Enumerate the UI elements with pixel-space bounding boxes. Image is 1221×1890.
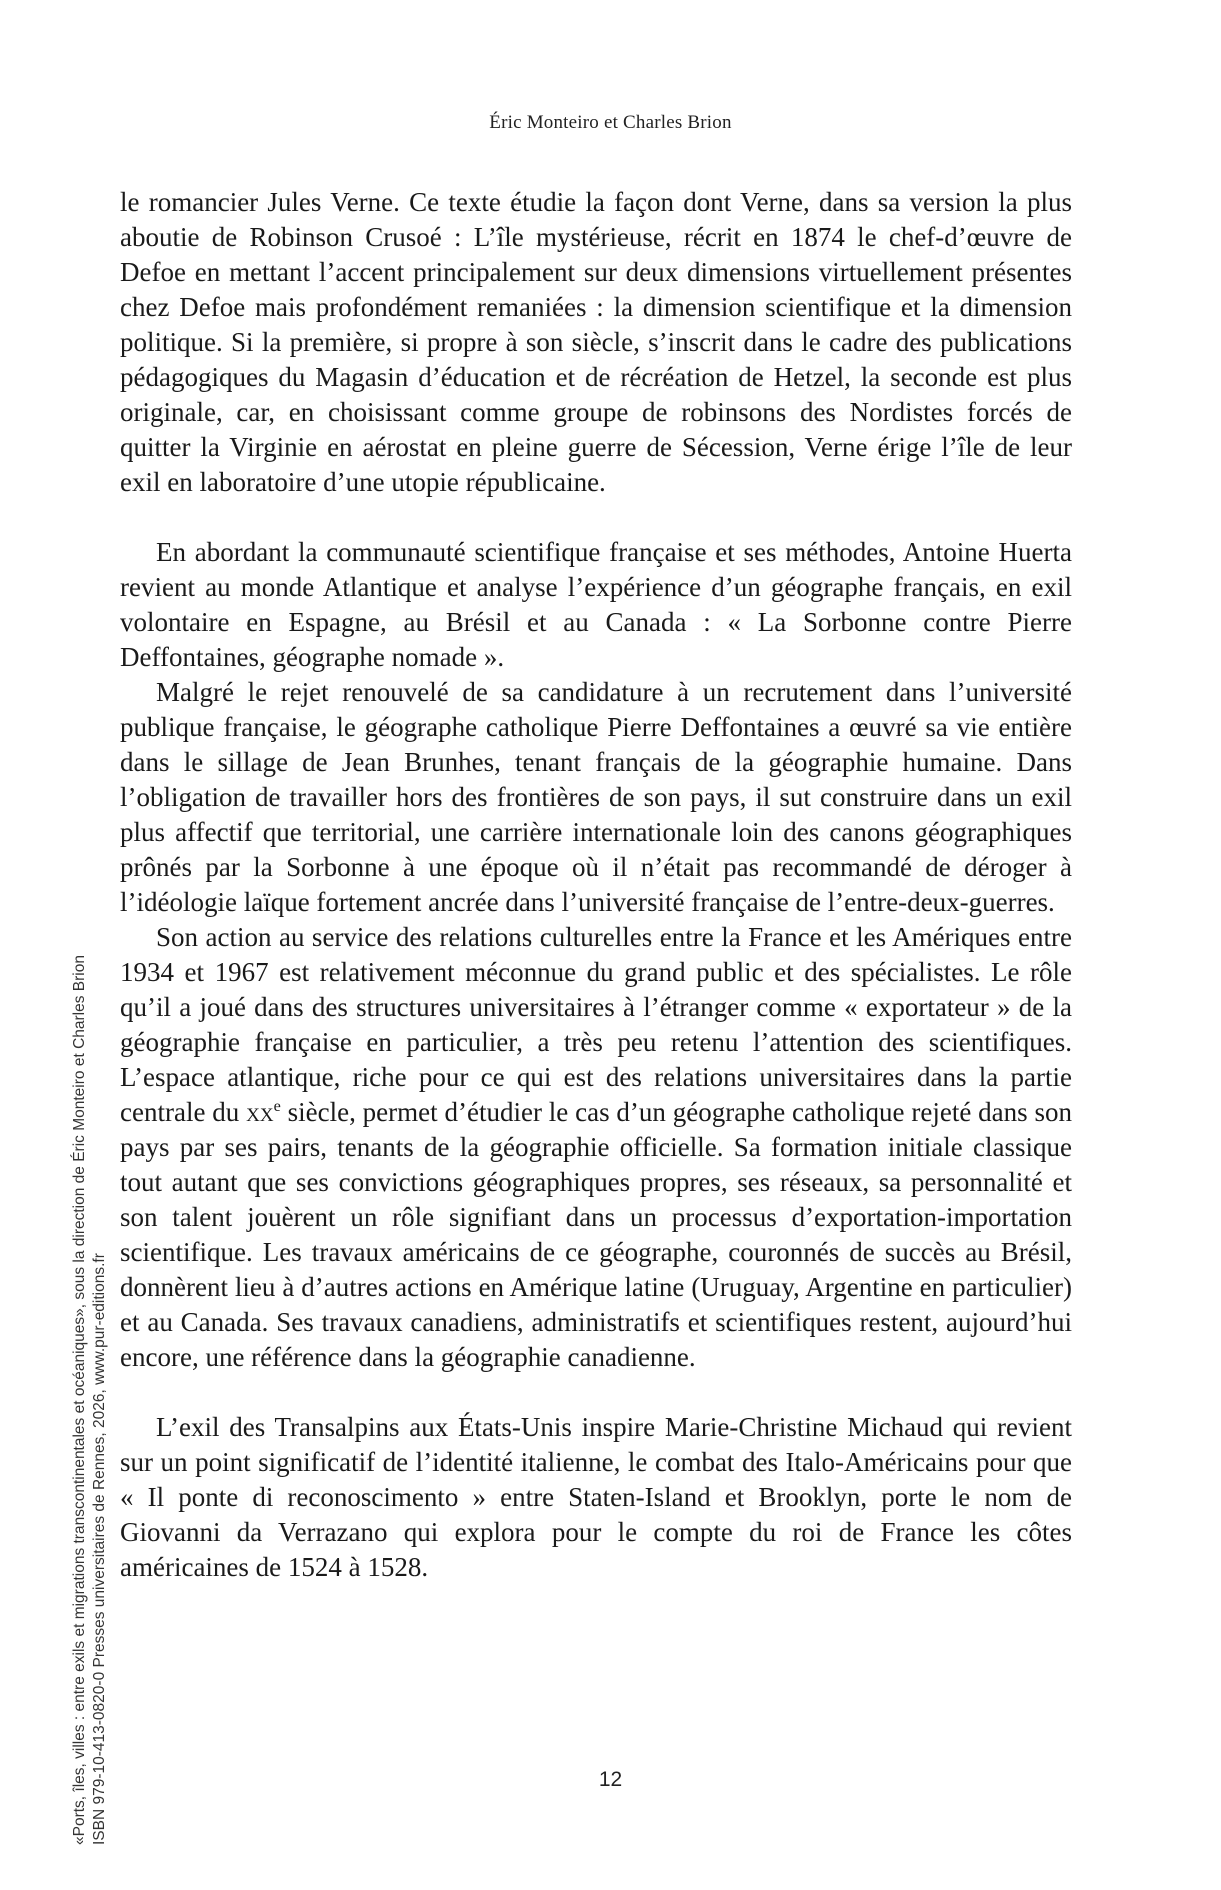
paragraph-4-start: Son action au service des relations culturelles entre la France et les Amériques entre 1934 et 1967 est relativement méconnue du grand public et des spécialistes. Le rôle qu’il a joué dans des structures universitaires à l’étranger comme « exportateur » de la géographie française en particulier, a très peu retenu l’attention des scientifiques. L’espace atlantique, riche pour ce qui est des relations universitaires dans la partie centrale du: [120, 922, 1072, 1127]
paragraph-1: le romancier Jules Verne. Ce texte étudie la façon dont Verne, dans sa version la plus aboutie de Robinson Crusoé : L’île mystérieuse, récrit en 1874 le chef-d’œuvre de Defoe en mettant l’accent principalement sur deux dimensions virtuellement présentes chez Defoe mais profondément remaniées : la dimension scientifique et la dimension politique. Si la première, si propre à son siècle, s’inscrit dans le cadre des publications pédagogiques du Magasin d’éducation et de récréation de Hetzel, la seconde est plus originale, car, en choisissant comme groupe de robinsons des Nordistes forcés de quitter la Virginie en aérostat en pleine guerre de Sécession, Verne érige l’île de leur exil en laboratoire d’une utopie républicaine.: [120, 187, 1072, 497]
paragraph-4: [120, 920, 1072, 1375]
body-text: [120, 185, 1072, 1585]
page-number: 12: [598, 1768, 623, 1791]
side-notice-line-2: ISBN 979-10-413-0820-0 Presses universitaires de Rennes, 2026, www.pur-editions.fr: [91, 1253, 108, 1845]
paragraph-4-end: siècle, permet d’étudier le cas d’un géographe catholique rejeté dans son pays par ses pairs, tenants de la géographie officielle. Sa formation initiale classique tout autant que ses convictions géographiques propres, ses réseaux, sa personnalité et son talent jouèrent un rôle signifiant dans un processus d’exportation-importation scientifique. Les travaux américains de ce géographe, couronnés de succès au Brésil, donnèrent lieu à d’autres actions en Amérique latine (Uruguay, Argentine en particulier) et au Canada. Ses travaux canadiens, administratifs et scientifiques restent, aujourd’hui encore, une référence dans la géographie canadienne.: [120, 1097, 1072, 1372]
running-header: Éric Monteiro et Charles Brion: [489, 112, 732, 133]
century-numeral: xx: [246, 1097, 274, 1127]
paragraph-3: Malgré le rejet renouvelé de sa candidature à un recrutement dans l’université publique française, le géographe catholique Pierre Deffontaines a œuvré sa vie entière dans le sillage de Jean Brunhes, tenant français de la géographie humaine. Dans l’obligation de travailler hors des frontières de son pays, il sut construire dans un exil plus affectif que territorial, une carrière internationale loin des canons géographiques prônés par la Sorbonne à une époque où il n’était pas recommandé de déroger à l’idéologie laïque fortement ancrée dans l’université française de l’entre-deux-guerres.: [120, 677, 1072, 917]
paragraph-5: L’exil des Transalpins aux États-Unis inspire Marie-Christine Michaud qui revient sur un point significatif de l’identité italienne, le combat des Italo-Américains pour que « Il ponte di reconoscimento » entre Staten-Island et Brooklyn, porte le nom de Giovanni da Verrazano qui explora pour le compte du roi de France les côtes américaines de 1524 à 1528.: [120, 1412, 1072, 1582]
side-notice-line-1: «Ports, îles, villes : entre exils et migrations transcontinentales et océaniques», sous la direction de Éric Monteiro et Charles Brion: [71, 955, 88, 1845]
copyright-side-notice: [70, 815, 110, 1845]
paragraph-2: En abordant la communauté scientifique française et ses méthodes, Antoine Huerta revient au monde Atlantique et analyse l’expérience d’un géographe français, en exil volontaire en Espagne, au Brésil et au Canada : « La Sorbonne contre Pierre Deffontaines, géographe nomade ».: [120, 537, 1072, 672]
century-superscript: e: [273, 1097, 281, 1115]
